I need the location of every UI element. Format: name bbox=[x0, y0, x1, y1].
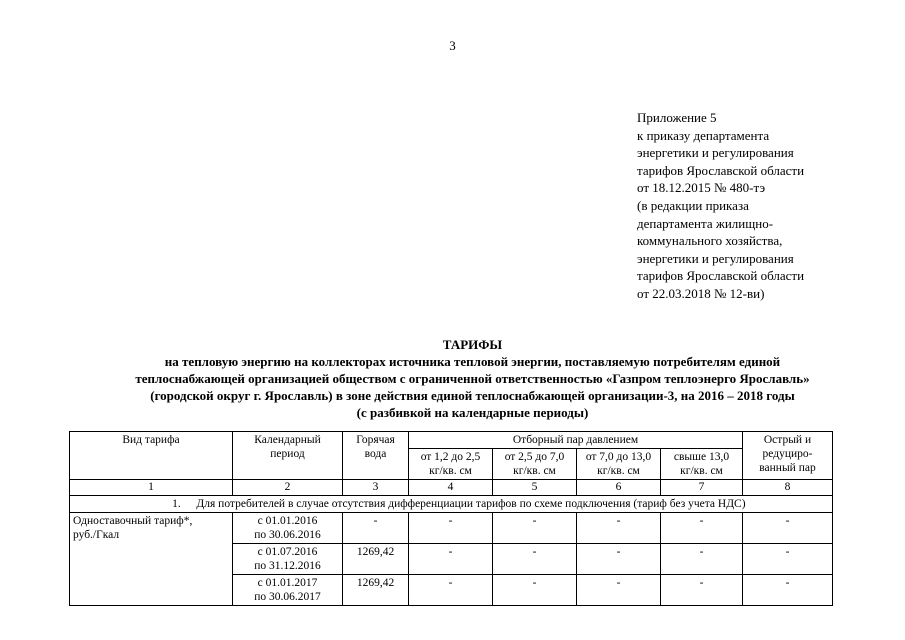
period-text: с 01.07.2016 bbox=[257, 546, 318, 558]
column-number: 8 bbox=[743, 480, 833, 496]
header-steam-col bbox=[493, 449, 577, 480]
header-sharp-steam bbox=[743, 432, 833, 480]
header-steam-col bbox=[661, 449, 743, 480]
column-number: 1 bbox=[70, 480, 233, 496]
table-row bbox=[70, 513, 833, 544]
appendix-line: энергетики и регулирования bbox=[637, 250, 794, 266]
title-heading: ТАРИФЫ bbox=[442, 337, 503, 352]
header-text: вода bbox=[364, 448, 387, 460]
header-text: Острый и bbox=[763, 434, 812, 446]
appendix-line: от 22.03.2018 № 12-ви) bbox=[637, 285, 765, 301]
header-text: свыше 13,0 bbox=[673, 451, 730, 463]
appendix-line: от 18.12.2015 № 480-тэ bbox=[637, 180, 766, 196]
header-text: Горячая bbox=[356, 434, 395, 446]
period-cell bbox=[233, 544, 343, 575]
section-row bbox=[70, 496, 833, 513]
period-text: по 30.06.2017 bbox=[254, 591, 321, 603]
value-cell: - bbox=[743, 513, 833, 544]
tariff-table bbox=[69, 431, 833, 606]
header-steam-group: Отборный пар давлением bbox=[409, 432, 743, 449]
period-text: по 30.06.2016 bbox=[254, 529, 321, 541]
title-line: (городской округ г. Ярославль) в зоне действия единой теплоснабжающей организации-3, на 2016 – 2018 годы bbox=[150, 388, 795, 403]
column-number: 4 bbox=[409, 480, 493, 496]
page-number: 3 bbox=[449, 38, 456, 53]
appendix-line: департамента жилищно- bbox=[637, 215, 774, 231]
title-line: (с разбивкой на календарные периоды) bbox=[356, 405, 589, 420]
value-cell: 1269,42 bbox=[343, 575, 409, 606]
appendix-line: тарифов Ярославской области bbox=[637, 268, 805, 284]
value-cell: - bbox=[577, 575, 661, 606]
appendix-line: тарифов Ярославской области bbox=[637, 162, 805, 178]
value-cell: - bbox=[661, 575, 743, 606]
value-cell: - bbox=[343, 513, 409, 544]
value-cell: - bbox=[409, 544, 493, 575]
value-cell: - bbox=[661, 544, 743, 575]
appendix-line: к приказу департамента bbox=[637, 127, 770, 143]
document-title bbox=[60, 336, 885, 421]
header-text: редуциро- bbox=[762, 448, 813, 460]
value-cell: - bbox=[577, 544, 661, 575]
value-cell: - bbox=[743, 575, 833, 606]
column-number: 5 bbox=[493, 480, 577, 496]
period-text: с 01.01.2016 bbox=[257, 515, 318, 527]
row-label bbox=[70, 513, 233, 606]
column-number-row bbox=[70, 480, 833, 496]
header-text: от 1,2 до 2,5 bbox=[420, 451, 481, 463]
value-cell: - bbox=[661, 513, 743, 544]
header-text: кг/кв. см bbox=[513, 465, 556, 477]
header-text: кг/кв. см bbox=[597, 465, 640, 477]
value-cell: - bbox=[409, 513, 493, 544]
appendix-line: энергетики и регулирования bbox=[637, 145, 794, 161]
header-text: кг/кв. см bbox=[429, 465, 472, 477]
period-cell bbox=[233, 575, 343, 606]
value-cell: - bbox=[409, 575, 493, 606]
value-cell: - bbox=[743, 544, 833, 575]
period-text: по 31.12.2016 bbox=[254, 560, 321, 572]
header-hot-water bbox=[343, 432, 409, 480]
value-cell: - bbox=[493, 513, 577, 544]
header-tariff-type: Вид тарифа bbox=[70, 432, 233, 480]
appendix-line: Приложение 5 bbox=[637, 110, 717, 125]
period-cell bbox=[233, 513, 343, 544]
table-header-row bbox=[70, 432, 833, 449]
value-cell: - bbox=[577, 513, 661, 544]
row-label-text: руб./Гкал bbox=[73, 529, 120, 541]
row-label-text: Одноставочный тариф*, bbox=[73, 515, 193, 527]
column-number: 3 bbox=[343, 480, 409, 496]
column-number: 6 bbox=[577, 480, 661, 496]
header-text: от 2,5 до 7,0 bbox=[504, 451, 565, 463]
column-number: 2 bbox=[233, 480, 343, 496]
period-text: с 01.01.2017 bbox=[257, 577, 318, 589]
title-line: на тепловую энергию на коллекторах источника тепловой энергии, поставляемую потребителям единой bbox=[164, 354, 781, 369]
header-text: от 7,0 до 13,0 bbox=[585, 451, 652, 463]
header-text: кг/кв. см bbox=[680, 465, 723, 477]
title-line: теплоснабжающей организацией обществом с ограниченной ответственностью «Газпром теплоэнерго Ярославль» bbox=[135, 371, 810, 386]
header-text: период bbox=[270, 448, 305, 460]
value-cell: - bbox=[493, 575, 577, 606]
section-text: Для потребителей в случае отсутствия дифференциации тарифов по схеме подключения (тариф без учета НДС) bbox=[196, 498, 746, 510]
section-number: 1. bbox=[172, 498, 181, 510]
header-text: ванный пар bbox=[759, 462, 816, 474]
section-heading bbox=[70, 496, 833, 513]
appendix-line: (в редакции приказа bbox=[637, 197, 749, 213]
value-cell: - bbox=[493, 544, 577, 575]
header-period bbox=[233, 432, 343, 480]
header-text: Календарный bbox=[254, 434, 321, 446]
header-steam-col bbox=[409, 449, 493, 480]
appendix-note bbox=[637, 109, 897, 303]
value-cell: 1269,42 bbox=[343, 544, 409, 575]
appendix-line: коммунального хозяйства, bbox=[637, 233, 783, 249]
column-number: 7 bbox=[661, 480, 743, 496]
header-steam-col bbox=[577, 449, 661, 480]
